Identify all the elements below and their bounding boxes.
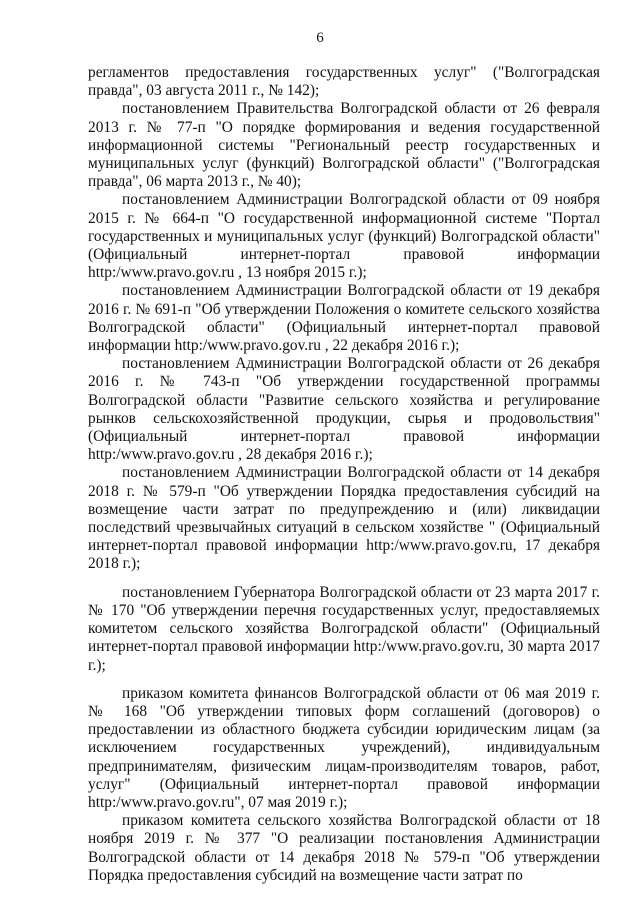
paragraph-resolution-691p: постановлением Администрации Волгоградской области от 19 декабря 2016 г. № 691-п "Об утверждении Положения о комитете сельского хозяйства Волгоградской области" (Официальный интернет-портал правовой информации http:/www.pravo.gov.ru , 22 декабря 2016 г.); [88,282,600,355]
page-number: 6 [316,30,324,46]
paragraph-resolution-579p: постановлением Администрации Волгоградской области от 14 декабря 2018 г. № 579-п "Об утверждении Порядка предоставления субсидий на возмещение части затрат по предупреждению и (или) ликвидации последствий чрезвычайных ситуаций в сельском хозяйстве " (Официальный интернет-портал правовой информации http:/www.pravo.gov.ru, 17 декабря 2018 г.); [88,464,600,573]
paragraph-agriculture-order-377: приказом комитета сельского хозяйства Волгоградской области от 18 ноября 2019 г. № 377 "О реализации постановления Администрации Волгоградской области от 14 декабря 2018 № 579-п "Об утверждении Порядка предоставления субсидий на возмещение части затрат по [88,812,600,884]
paragraph-resolution-77p: постановлением Правительства Волгоградской области от 26 февраля 2013 г. № 77-п "О порядке формирования и ведения государственной информационной системы "Региональный реестр государственных и муниципальных услуг (функций) Волгоградской области" ("Волгоградская правда", 06 марта 2013 г., № 40); [88,100,600,191]
paragraph-resolution-743p: постановлением Администрации Волгоградской области от 26 декабря 2016 г. № 743-п "Об утверждении государственной программы Волгоградской области "Развитие сельского хозяйства и регулирование рынков сельскохозяйственной продукции, сырья и продовольствия" (Официальный интернет-портал правовой информации http:/www.pravo.gov.ru , 28 декабря 2016 г.); [88,355,600,464]
paragraph-governor-resolution-170: постановлением Губернатора Волгоградской области от 23 марта 2017 г. № 170 "Об утверждении перечня государственных услуг, предоставляемых комитетом сельского хозяйства Волгоградской области" (Официальный интернет-портал правовой информации http:/www.pravo.gov.ru, 30 марта 2017 г.); [88,583,600,674]
paragraph-finance-order-168: приказом комитета финансов Волгоградской области от 06 мая 2019 г. № 168 "Об утверждении типовых форм соглашений (договоров) о предоставлении из областного бюджета субсидии юридическим лицам (за исключением государственных учреждений), индивидуальным предпринимателям, физическим лицам-производителям товаров, работ, услуг" (Официальный интернет-портал правовой информации http:/www.pravo.gov.ru", 07 мая 2019 г.); [88,684,600,811]
document-body [88,64,600,885]
paragraph-regulations-tail: регламентов предоставления государственных услуг" ("Волгоградская правда", 03 августа 2011 г., № 142); [88,64,600,100]
paragraph-resolution-664p: постановлением Администрации Волгоградской области от 09 ноября 2015 г. № 664-п "О государственной информационной системе "Портал государственных и муниципальных услуг (функций) Волгоградской области" (Официальный интернет-портал правовой информации http:/www.pravo.gov.ru , 13 ноября 2015 г.); [88,191,600,282]
